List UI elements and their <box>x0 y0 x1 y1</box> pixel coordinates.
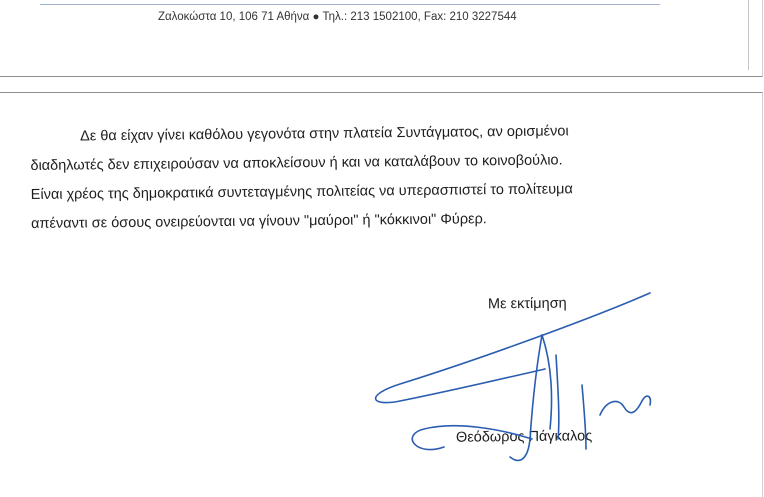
letter-closing: Με εκτίμηση <box>487 295 567 313</box>
letter-line-2: διαδηλωτές δεν επιχειρούσαν να αποκλείσουν ή και να καταλάβουν το κοινοβούλιο. <box>30 152 563 174</box>
footer-rule <box>40 4 660 5</box>
footer-address: Ζαλοκώστα 10, 106 71 Αθήνα ● Τηλ.: 213 1502100, Fax: 210 3227544 <box>158 11 517 23</box>
letterhead-page-footer <box>0 0 763 77</box>
margin-line <box>748 0 749 70</box>
letter-line-3: Είναι χρέος της δημοκρατικά συντεταγμένης πολιτείας να υπερασπιστεί το πολίτευμα <box>30 181 573 203</box>
letter-line-1: Δε θα είχαν γίνει καθόλου γεγονότα στην πλατεία Συντάγματος, αν ορισμένοι <box>80 123 569 145</box>
handwritten-signature <box>360 289 660 489</box>
letter-page <box>0 92 763 497</box>
letter-body <box>30 116 671 239</box>
signer-name: Θεόδωρος Πάγκαλος <box>455 428 593 446</box>
page-gap <box>0 77 764 92</box>
letter-line-4: απέναντι σε όσους ονειρεύονται να γίνουν "μαύροι" ή "κόκκινοι" Φύρερ. <box>30 211 487 232</box>
